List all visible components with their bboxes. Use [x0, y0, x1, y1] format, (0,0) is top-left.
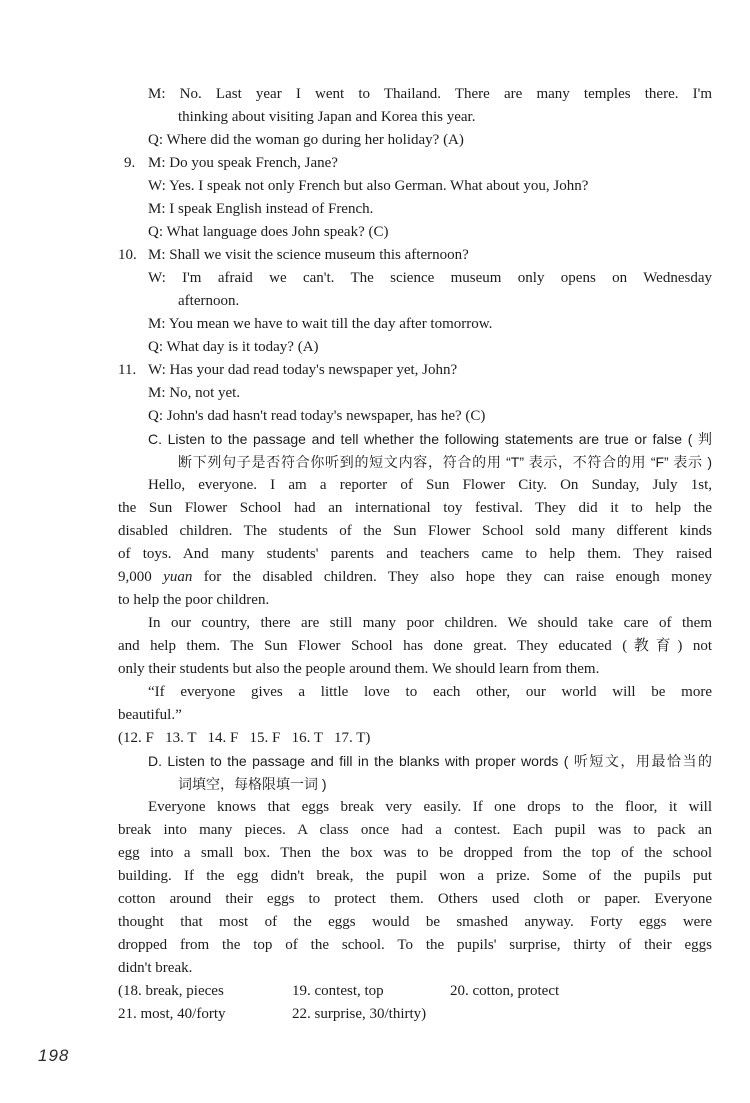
passage-line: beautiful.”: [118, 707, 182, 723]
answer-key: 20. cotton, protect: [450, 983, 560, 999]
passage-line: building. If the egg didn't break, the pupil won a prize. Some of the pupils put: [118, 868, 712, 884]
section-c-heading: C. Listen to the passage and tell whether the following statements are true or false ( 判: [148, 431, 712, 447]
passage-line: disabled children. The students of the Sun Flower School sold many different kinds: [118, 523, 712, 539]
dialogue-line: M: You mean we have to wait till the day after tomorrow.: [148, 316, 493, 332]
page-number: 198: [38, 1046, 70, 1065]
passage-line: egg into a small box. Then the box was to be dropped from the top of the school: [118, 845, 712, 861]
passage-line: didn't break.: [118, 960, 193, 976]
section-c-heading-cont: 断下列句子是否符合你听到的短文内容，符合的用 “T” 表示，不符合的用 “F” 表示 ): [178, 454, 712, 470]
passage-line: In our country, there are still many poor children. We should take care of them: [148, 615, 712, 631]
question-number: 11.: [118, 362, 137, 378]
passage-line: Everyone knows that eggs break very easily. If one drops to the floor, it will: [148, 799, 712, 815]
question-number: 10.: [118, 247, 137, 263]
passage-line: cotton around their eggs to protect them. Others used cloth or paper. Everyone: [118, 891, 712, 907]
dialogue-line: W: I'm afraid we can't. The science museum only opens on Wednesday: [148, 270, 712, 286]
dialogue-line: M: No. Last year I went to Thailand. There are many temples there. I'm: [148, 86, 712, 102]
dialogue-line: M: Shall we visit the science museum this afternoon?: [148, 247, 469, 263]
question-line: Q: What language does John speak? (C): [148, 224, 389, 240]
section-d-heading-cont: 词填空，每格限填一词 ): [178, 776, 327, 792]
passage-line: of toys. And many students' parents and teachers came to help them. They raised: [118, 546, 712, 562]
answer-key: 22. surprise, 30/thirty): [292, 1006, 427, 1022]
passage-line: to help the poor children.: [118, 592, 270, 608]
question-number: 9.: [124, 155, 136, 171]
passage-line: Hello, everyone. I am a reporter of Sun Flower City. On Sunday, July 1st,: [148, 477, 712, 493]
passage-line: “If everyone gives a little love to each other, our world will be more: [148, 684, 712, 700]
dialogue-line: thinking about visiting Japan and Korea this year.: [178, 109, 476, 125]
question-line: Q: What day is it today? (A): [148, 339, 319, 355]
dialogue-line: M: I speak English instead of French.: [148, 201, 374, 217]
question-line: Q: Where did the woman go during her holiday? (A): [148, 132, 464, 148]
dialogue-line: W: Has your dad read today's newspaper yet, John?: [148, 362, 458, 378]
dialogue-line: W: Yes. I speak not only French but also German. What about you, John?: [148, 178, 589, 194]
passage-line: break into many pieces. A class once had a contest. Each pupil was to pack an: [118, 822, 712, 838]
section-d-heading: D. Listen to the passage and fill in the blanks with proper words ( 听短文，用最恰当的: [148, 753, 712, 769]
dialogue-line: M: Do you speak French, Jane?: [148, 155, 338, 171]
question-line: Q: John's dad hasn't read today's newspaper, has he? (C): [148, 408, 486, 424]
dialogue-line: afternoon.: [178, 293, 240, 309]
passage-line: dropped from the top of the school. To the pupils' surprise, thirty of their eggs: [118, 937, 712, 953]
answer-key: (12. F 13. T 14. F 15. F 16. T 17. T): [118, 730, 371, 746]
answer-key: 19. contest, top: [292, 983, 384, 999]
passage-line: thought that most of the eggs would be smashed anyway. Forty eggs were: [118, 914, 712, 930]
answer-key: (18. break, pieces: [118, 983, 224, 999]
dialogue-line: M: No, not yet.: [148, 385, 241, 401]
passage-line: 9,000 yuan for the disabled children. They also hope they can raise enough money: [118, 569, 713, 585]
passage-line: the Sun Flower School had an international toy festival. They did it to help the: [118, 500, 712, 516]
passage-line: and help them. The Sun Flower School has done great. They educated (教育) not: [118, 638, 712, 654]
yuan-italic: yuan: [163, 569, 193, 585]
answer-key: 21. most, 40/forty: [118, 1006, 226, 1022]
passage-line: only their students but also the people around them. We should learn from them.: [118, 661, 600, 677]
